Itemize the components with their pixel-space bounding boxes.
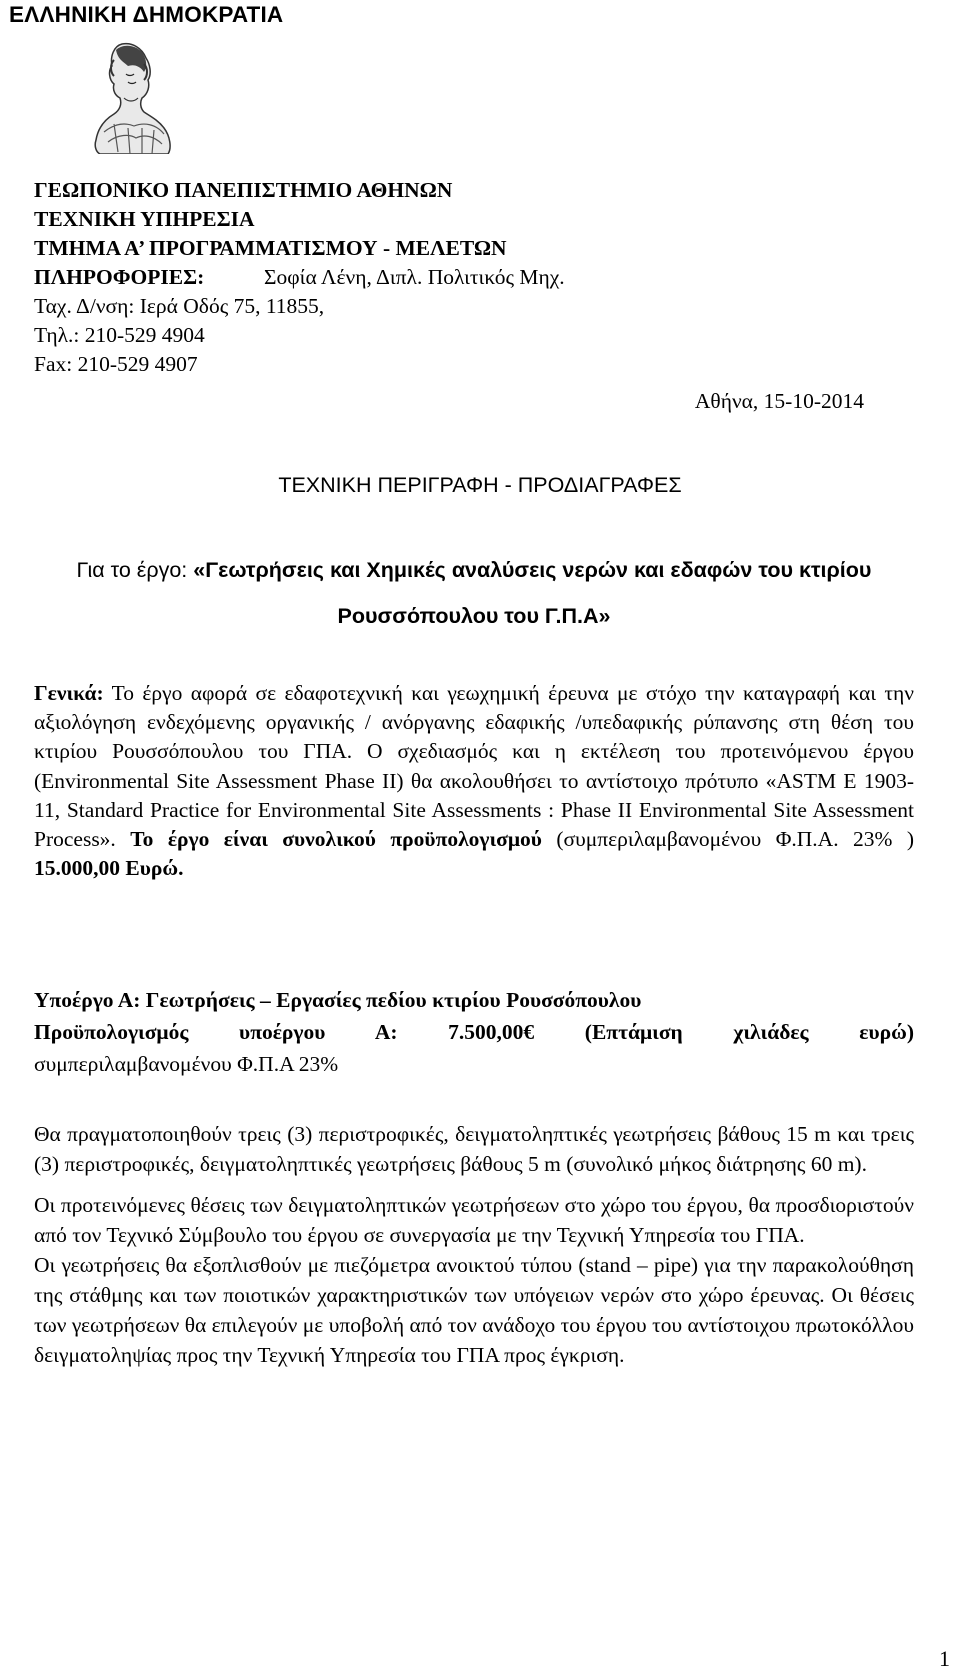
general-section: [34, 679, 914, 883]
budget-text: (συμπεριλαμβανομένου Φ.Π.Α. 23% ): [541, 827, 915, 852]
info-row: [34, 263, 914, 292]
paragraph-piezometers: Οι γεωτρήσεις θα εξοπλισθούν με πιεζόμετρα ανοικτού τύπου (stand – pipe) για την παρακολούθηση της στάθμης και των ποιοτικών χαρακτηριστικών των υπόγειων νερών στο χώρο έρευνας. Οι θέσεις των γεωτρήσεων θα επιλεγούν με υποβολή από τον ανάδοχο του έργου του αντίστοιχου πρωτοκόλλου δειγματοληψίας προς την Τεχνική Υπηρεσία του ΓΠΑ προς έγκριση.: [34, 1253, 914, 1367]
header-block: [34, 176, 914, 379]
page-number: 1: [939, 1646, 950, 1671]
fax-line: Fax: 210-529 4907: [34, 352, 198, 376]
service-name: ΤΕΧΝΙΚΗ ΥΠΗΡΕΣΙΑ: [34, 207, 255, 231]
subproject-budget: Προϋπολογισμός υποέργου Α: 7.500,00€ (Επτάμιση χιλιάδες ευρώ): [34, 1020, 914, 1044]
general-label: Γενικά:: [34, 681, 104, 705]
paragraph-locations: Οι προτεινόμενες θέσεις των δειγματοληπτικών γεωτρήσεων στο χώρο του έργου, θα προσδιοριστούν από τον Τεχνικό Σύμβουλο του έργου σε συνεργασία με την Τεχνική Υπηρεσία του ΓΠΑ.: [34, 1193, 914, 1247]
description-section: [34, 1119, 914, 1381]
info-value: Σοφία Λένη, Διπλ. Πολιτικός Μηχ.: [264, 265, 565, 289]
project-heading: [34, 547, 914, 639]
project-name-line1: «Γεωτρήσεις και Χημικές αναλύσεις νερών και εδαφών του κτιρίου: [193, 558, 872, 582]
budget-bold: Το έργο είναι συνολικού προϋπολογισμού: [130, 827, 542, 852]
department-name: ΤΜΗΜΑ Α’ ΠΡΟΓΡΑΜΜΑΤΙΣΜΟΥ - ΜΕΛΕΤΩΝ: [34, 236, 507, 260]
subproject-vat: συμπεριλαμβανομένου Φ.Π.Α 23%: [34, 1052, 339, 1076]
address-line: Ταχ. Δ/νση: Ιερά Οδός 75, 11855,: [34, 294, 325, 318]
project-prefix: Για το έργο:: [76, 558, 194, 582]
university-name: ΓΕΩΠΟΝΙΚΟ ΠΑΝΕΠΙΣΤΗΜΙΟ ΑΘΗΝΩΝ: [34, 178, 453, 202]
info-label: ΠΛΗΡΟΦΟΡΙΕΣ:: [34, 265, 205, 289]
document-date: Αθήνα, 15-10-2014: [694, 389, 864, 413]
budget-amount: 15.000,00 Ευρώ.: [34, 856, 184, 881]
paragraph-boreholes: Θα πραγματοποιηθούν τρεις (3) περιστροφικές, δειγματοληπτικές γεωτρήσεις βάθους 15 m και τρεις (3) περιστροφικές, δειγματοληπτικές γεωτρήσεις βάθους 5 m (συνολικό μήκος διάτρησης 60 m).: [34, 1122, 914, 1176]
phone-line: Τηλ.: 210-529 4904: [34, 323, 205, 347]
general-text: Το έργο αφορά σε εδαφοτεχνική και γεωχημική έρευνα με στόχο την καταγραφή και την αξιολόγηση ενδεχόμενης οργανικής / ανόργανης εδαφικής /υπεδαφικής ρύπανσης στη θέση του κτιρίου Ρουσσόπουλου του ΓΠΑ. Ο σχεδιασμός και η εκτέλεση του προτεινόμενου έργου (Environmental Site Assessment Phase II) θα ακολουθήσει το αντίστοιχο πρότυπο «ASTM E 1903-11, Standard Practice for Environmental Site Assessments : Phase II Environmental Site Assessment Process».: [34, 681, 914, 852]
subproject-title: Υποέργο Α: Γεωτρήσεις – Εργασίες πεδίου κτιρίου Ρουσσόπουλου: [34, 988, 642, 1012]
republic-heading: ΕΛΛΗΝΙΚΗ ΔΗΜΟΚΡΑΤΙΑ: [9, 2, 284, 27]
subproject-section: [34, 984, 914, 1080]
document-title: ΤΕΧΝΙΚΗ ΠΕΡΙΓΡΑΦΗ - ΠΡΟΔΙΑΓΡΑΦΕΣ: [278, 473, 682, 497]
university-emblem-icon: [84, 36, 184, 154]
project-name-line2: Ρουσσόπουλου του Γ.Π.Α»: [337, 604, 611, 628]
